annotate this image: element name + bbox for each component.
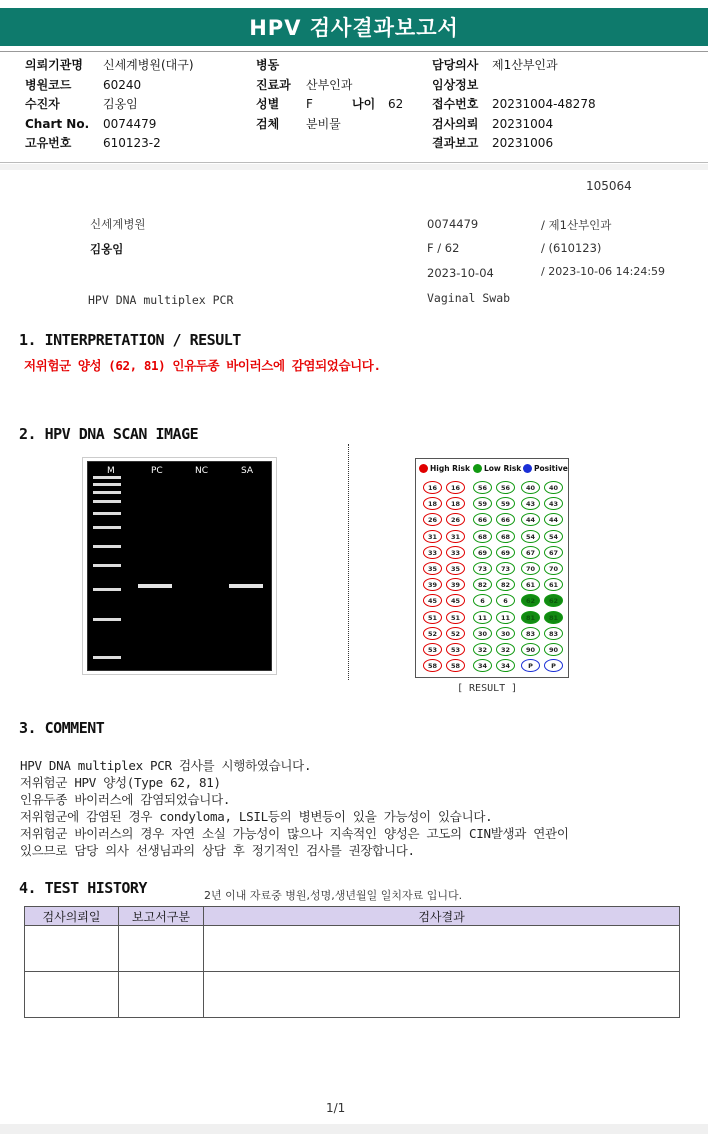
value-unique: 610123-2 xyxy=(103,136,161,150)
history-header-row xyxy=(25,907,680,926)
comment-line: 저위험군에 감염된 경우 condyloma, LSIL등의 병변등이 있을 가능성이 있습니다. xyxy=(20,809,493,824)
label-clinical: 임상정보 xyxy=(432,77,479,92)
chip-spot: 66 xyxy=(496,513,515,526)
value-receipt: 20231004-48278 xyxy=(492,97,596,111)
history-cell xyxy=(204,926,680,972)
label-code: 병원코드 xyxy=(25,77,72,92)
info-sex-age: F / 62 xyxy=(427,241,460,255)
table-row xyxy=(25,926,680,972)
header-row-request xyxy=(432,115,596,135)
chip-spot: 82 xyxy=(473,578,492,591)
chip-spot: 61 xyxy=(521,578,540,591)
header-row-dept xyxy=(256,76,403,96)
chip-spot: 73 xyxy=(496,562,515,575)
history-cell xyxy=(204,972,680,1018)
header-row-unique xyxy=(25,134,194,154)
header-row-sex xyxy=(256,95,403,115)
chip-spot: 39 xyxy=(423,578,442,591)
chip-spot: 67 xyxy=(521,546,540,559)
chip-image xyxy=(415,458,569,678)
label-receipt: 접수번호 xyxy=(432,97,479,111)
chip-spot: 32 xyxy=(496,643,515,656)
legend-high-risk: High Risk xyxy=(430,464,470,473)
ladder-band xyxy=(93,476,121,479)
chip-spot: 59 xyxy=(473,497,492,510)
chip-spot: 35 xyxy=(423,562,442,575)
chip-spot: 53 xyxy=(423,643,442,656)
chip-spot: 43 xyxy=(521,497,540,510)
section-history-heading: 4. TEST HISTORY xyxy=(19,879,147,897)
chip-spot: 34 xyxy=(496,659,515,672)
legend-low-risk: Low Risk xyxy=(484,464,522,473)
chip-spot: 26 xyxy=(423,513,442,526)
chip-spot: 53 xyxy=(446,643,465,656)
chip-spot: 40 xyxy=(521,481,540,494)
lane-label-pc: PC xyxy=(151,466,163,476)
info-dept: / 제1산부인과 xyxy=(541,218,612,232)
info-recv-date: 2023-10-04 xyxy=(427,266,494,280)
header-col1 xyxy=(25,56,194,154)
chip-spot: 56 xyxy=(473,481,492,494)
header-row-chart xyxy=(25,115,194,135)
chip-spot: 82 xyxy=(496,578,515,591)
value-age: 62 xyxy=(388,97,404,111)
header-row-doctor xyxy=(432,56,596,76)
info-birth: / (610123) xyxy=(541,241,602,255)
chip-spot: 68 xyxy=(473,530,492,543)
label-hospital: 의뢰기관명 xyxy=(25,58,83,72)
info-test-name: HPV DNA multiplex PCR xyxy=(88,293,234,307)
chip-spot: 43 xyxy=(544,497,563,510)
chip-spot: 16 xyxy=(423,481,442,494)
section-scan-heading: 2. HPV DNA SCAN IMAGE xyxy=(19,425,199,443)
chip-spot: 31 xyxy=(446,530,465,543)
chip-spot: 44 xyxy=(544,513,563,526)
chip-spot: 18 xyxy=(446,497,465,510)
header-block xyxy=(0,46,708,164)
section-interpretation-heading: 1. INTERPRETATION / RESULT xyxy=(19,331,241,349)
value-doctor: 제1산부인과 xyxy=(492,58,558,72)
chip-spot: 30 xyxy=(473,627,492,640)
header-row-specimen xyxy=(256,115,403,135)
chip-spot: 59 xyxy=(496,497,515,510)
ladder-band xyxy=(93,618,121,621)
ladder-band xyxy=(93,545,121,548)
history-cell xyxy=(25,926,119,972)
chip-spot: 33 xyxy=(423,546,442,559)
chip-spot: 56 xyxy=(496,481,515,494)
value-dept: 산부인과 xyxy=(306,77,353,92)
chip-spot: 32 xyxy=(473,643,492,656)
chip-spot: 11 xyxy=(473,611,492,624)
chip-spot: 61 xyxy=(544,578,563,591)
chip-spot: 69 xyxy=(496,546,515,559)
chip-spot: 18 xyxy=(423,497,442,510)
ladder-band xyxy=(93,564,121,567)
chip-spot: 6 xyxy=(473,594,492,607)
lane-label-nc: NC xyxy=(195,466,209,476)
chip-spot: 90 xyxy=(544,643,563,656)
ladder-band xyxy=(93,656,121,659)
ladder-band xyxy=(93,526,121,529)
chip-spot: 11 xyxy=(496,611,515,624)
chip-spot: 70 xyxy=(544,562,563,575)
label-patient: 수진자 xyxy=(25,97,60,111)
interpretation-result: 저위험군 양성 (62, 81) 인유두종 바이러스에 감염되었습니다. xyxy=(24,358,381,373)
label-report: 결과보고 xyxy=(432,136,479,150)
chip-spot: 26 xyxy=(446,513,465,526)
chip-spot: 6 xyxy=(496,594,515,607)
chip-spot: P xyxy=(544,659,563,672)
label-chart: Chart No. xyxy=(25,116,90,131)
comment-line: 저위험군 HPV 양성(Type 62, 81) xyxy=(20,775,221,790)
chip-spot: 54 xyxy=(521,530,540,543)
info-chart: 0074479 xyxy=(427,217,479,231)
chip-spot: 51 xyxy=(446,611,465,624)
table-row xyxy=(25,972,680,1018)
chip-spot: 51 xyxy=(423,611,442,624)
report-number: 105064 xyxy=(586,179,632,193)
chip-spot: 35 xyxy=(446,562,465,575)
history-col-result: 검사결과 xyxy=(204,907,680,926)
value-code: 60240 xyxy=(103,77,142,92)
info-patient: 김옹임 xyxy=(90,242,124,256)
history-note: 2년 이내 자료중 병원,성명,생년월일 일치자료 입니다. xyxy=(204,889,463,902)
legend-dot-high xyxy=(419,464,428,473)
header-col2 xyxy=(256,56,403,134)
chip-spot: 58 xyxy=(423,659,442,672)
lane-label-sa: SA xyxy=(241,466,254,476)
chip-spot: P xyxy=(521,659,540,672)
info-specimen: Vaginal Swab xyxy=(427,291,511,305)
label-sex: 성별 xyxy=(256,97,280,111)
value-request: 20231004 xyxy=(492,116,554,131)
chip-spot: 40 xyxy=(544,481,563,494)
chip-spot: 52 xyxy=(446,627,465,640)
chip-spot: 81 xyxy=(544,611,563,624)
chip-spot: 69 xyxy=(473,546,492,559)
history-cell xyxy=(119,972,204,1018)
chip-spot: 45 xyxy=(423,594,442,607)
info-report-time: / 2023-10-06 14:24:59 xyxy=(541,265,666,278)
history-table xyxy=(24,906,680,1018)
lane-label-m: M xyxy=(107,466,115,476)
chip-caption: [ RESULT ] xyxy=(457,683,518,694)
chip-spot: 52 xyxy=(423,627,442,640)
ladder-band xyxy=(93,500,121,503)
chip-spot: 45 xyxy=(446,594,465,607)
header-row-ward xyxy=(256,56,403,76)
label-specimen: 검체 xyxy=(256,116,280,131)
chip-grid xyxy=(416,479,568,675)
comment-line: 있으므로 담당 의사 선생님과의 상담 후 정기적인 검사를 권장합니다. xyxy=(20,843,415,858)
chip-spot: 68 xyxy=(496,530,515,543)
chip-spot: 31 xyxy=(423,530,442,543)
value-patient: 김옹임 xyxy=(103,97,138,111)
comment-line: 인유두종 바이러스에 감염되었습니다. xyxy=(20,792,231,807)
history-cell xyxy=(119,926,204,972)
header-row-patient xyxy=(25,95,194,115)
comment-line: 저위험군 바이러스의 경우 자연 소실 가능성이 많으나 지속적인 양성은 고도의 CIN발생과 연관이 xyxy=(20,826,569,841)
value-specimen: 분비물 xyxy=(306,116,341,131)
comment-line: HPV DNA multiplex PCR 검사를 시행하였습니다. xyxy=(20,758,312,773)
label-doctor: 담당의사 xyxy=(432,58,479,72)
chip-spot: 67 xyxy=(544,546,563,559)
chip-legend xyxy=(418,461,566,476)
label-unique: 고유번호 xyxy=(25,136,72,150)
ladder-band xyxy=(93,512,121,515)
chip-spot: 66 xyxy=(473,513,492,526)
value-hospital: 신세계병원(대구) xyxy=(103,58,194,72)
ladder-band xyxy=(93,491,121,494)
header-row-report xyxy=(432,134,596,154)
comment-block xyxy=(20,757,569,859)
value-chart: 0074479 xyxy=(103,116,157,131)
chip-spot: 54 xyxy=(544,530,563,543)
header-col3 xyxy=(432,56,596,154)
chip-spot: 30 xyxy=(496,627,515,640)
legend-dot-low xyxy=(473,464,482,473)
chip-spot: 62 xyxy=(521,594,540,607)
history-col-report-type: 보고서구분 xyxy=(119,907,204,926)
chip-spot: 44 xyxy=(521,513,540,526)
chip-spot: 73 xyxy=(473,562,492,575)
chip-spot: 83 xyxy=(521,627,540,640)
sa-band xyxy=(229,584,263,588)
value-sex: F xyxy=(306,97,313,111)
chip-spot: 62 xyxy=(544,594,563,607)
pc-band xyxy=(138,584,172,588)
report-title: HPV 검사결과보고서 xyxy=(0,8,708,46)
chip-spot: 16 xyxy=(446,481,465,494)
chip-spot: 33 xyxy=(446,546,465,559)
history-col-request-date: 검사의뢰일 xyxy=(25,907,119,926)
section-comment-heading: 3. COMMENT xyxy=(19,719,105,737)
chip-spot: 81 xyxy=(521,611,540,624)
label-age: 나이 xyxy=(352,97,376,111)
header-row-receipt xyxy=(432,95,596,115)
chip-spot: 58 xyxy=(446,659,465,672)
label-ward: 병동 xyxy=(256,58,280,72)
ladder-band xyxy=(93,588,121,591)
chip-spot: 70 xyxy=(521,562,540,575)
footer-bar xyxy=(0,1124,708,1134)
legend-positive: Positive xyxy=(534,464,568,473)
history-cell xyxy=(25,972,119,1018)
header-row-code xyxy=(25,76,194,96)
label-dept: 진료과 xyxy=(256,77,291,92)
chip-spot: 34 xyxy=(473,659,492,672)
image-divider xyxy=(348,444,349,680)
header-row-hospital xyxy=(25,56,194,76)
label-request: 검사의뢰 xyxy=(432,116,479,131)
info-hospital: 신세계병원 xyxy=(90,217,146,231)
header-row-clinical xyxy=(432,76,596,96)
ladder-band xyxy=(93,483,121,486)
chip-spot: 83 xyxy=(544,627,563,640)
chip-spot: 90 xyxy=(521,643,540,656)
page-number: 1/1 xyxy=(326,1101,346,1115)
chip-spot: 39 xyxy=(446,578,465,591)
legend-dot-positive xyxy=(523,464,532,473)
value-report: 20231006 xyxy=(492,136,554,150)
gel-image xyxy=(82,457,277,675)
